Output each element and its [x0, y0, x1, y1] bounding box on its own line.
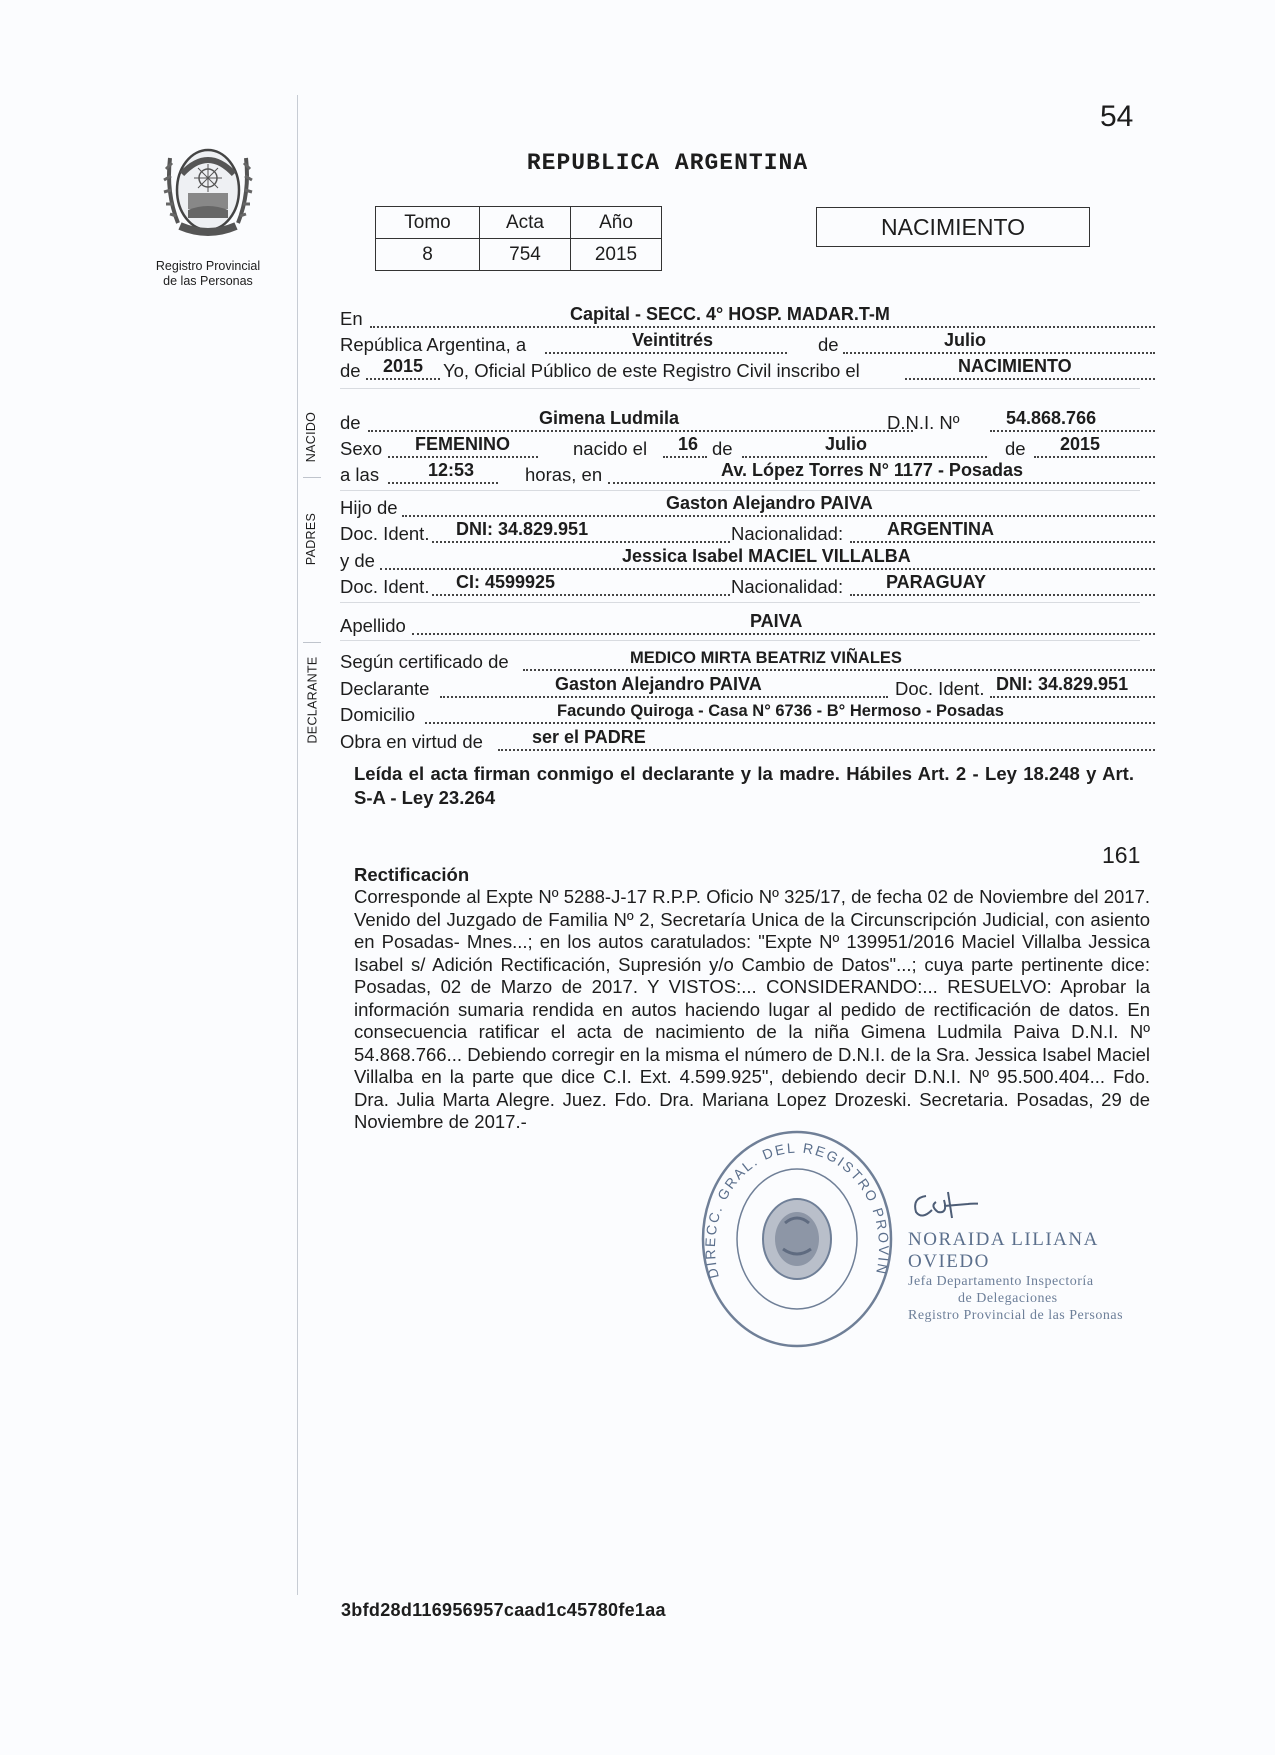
dotted-line: [850, 541, 1155, 543]
side-label-padres: PADRES: [304, 512, 319, 566]
label-apellido: Apellido: [340, 615, 406, 636]
value-certificate: MEDICO MIRTA BEATRIZ VIÑALES: [630, 649, 902, 667]
row-mother: [340, 546, 1140, 572]
logo-caption-line2: de las Personas: [163, 274, 253, 288]
label-nacionalidad: Nacionalidad:: [731, 523, 844, 544]
value-anio: 2015: [571, 239, 662, 271]
label-republica: República Argentina, a: [340, 334, 527, 355]
record-table: [375, 206, 662, 271]
row-child: [340, 408, 1140, 434]
value-child-name: Gimena Ludmila: [539, 408, 680, 428]
value-month: Julio: [944, 330, 987, 350]
value-acta: 754: [480, 239, 571, 271]
signature-block: [908, 1188, 1148, 1324]
dotted-line: [990, 430, 1155, 432]
label-doc-ident: Doc. Ident.: [340, 576, 430, 597]
label-domicilio: Domicilio: [340, 704, 416, 725]
separator: [340, 490, 1140, 491]
dotted-line: [370, 326, 1155, 328]
dotted-line: [742, 456, 987, 458]
dotted-line: [545, 352, 787, 354]
dotted-line: [366, 378, 440, 380]
row-place: [340, 304, 1140, 330]
row-certificate: [340, 647, 1140, 673]
dotted-line: [388, 482, 498, 484]
label-hijo-de: Hijo de: [340, 497, 398, 518]
row-date: [340, 330, 1140, 356]
label-en: En: [340, 308, 363, 329]
value-declarant-doc: DNI: 34.829.951: [996, 674, 1129, 694]
dotted-line: [843, 352, 1155, 354]
signer-role-1: Jefa Departamento Inspectoría: [908, 1274, 1094, 1289]
dotted-line: [368, 430, 913, 432]
label-horas-en: horas, en: [525, 464, 603, 485]
header-tomo: Tomo: [376, 207, 480, 239]
separator: [340, 602, 1140, 603]
side-separator: [303, 642, 321, 643]
document-hash: 3bfd28d116956957caad1c45780fe1aa: [341, 1600, 666, 1620]
official-stamp: [697, 1127, 897, 1352]
dotted-line: [402, 515, 1155, 517]
label-de: de: [340, 412, 361, 433]
value-father-nat: ARGENTINA: [887, 519, 994, 539]
page-number: 54: [1100, 100, 1134, 133]
row-declarant: [340, 674, 1140, 700]
value-declarant: Gaston Alejandro PAIVA: [555, 674, 762, 694]
label-de: de: [340, 360, 361, 381]
dotted-line: [380, 568, 1155, 570]
logo-caption-line1: Registro Provincial: [155, 259, 261, 273]
row-time-place: [340, 460, 1140, 486]
value-mother-doc: CI: 4599925: [456, 572, 556, 592]
value-address: Facundo Quiroga - Casa N° 6736 - B° Hermoso - Posadas: [557, 702, 1004, 720]
dotted-line: [523, 669, 1155, 671]
row-inscription: [340, 356, 1140, 382]
dotted-line: [432, 594, 730, 596]
record-kind: NACIMIENTO: [816, 207, 1090, 247]
row-father: [340, 493, 1140, 519]
label-nacido-el: nacido el: [573, 438, 648, 459]
value-time: 12:53: [428, 460, 475, 480]
value-birth-year: 2015: [1060, 434, 1101, 454]
value-tomo: 8: [376, 239, 480, 271]
side-label-declarante: DECLARANTE: [305, 656, 320, 744]
label-nacionalidad: Nacionalidad:: [731, 576, 844, 597]
value-birth-place: Av. López Torres N° 1177 - Posadas: [721, 460, 1023, 480]
stamp-text: DIRECC. GRAL. DEL REGISTRO PROVIN: [701, 1139, 893, 1281]
label-yo: Yo, Oficial Público de este Registro Civil inscribo el: [443, 360, 860, 381]
label-declarante: Declarante: [340, 678, 430, 699]
value-birth-day: 16: [678, 434, 699, 454]
signature-scribble-icon: [908, 1188, 978, 1224]
country-title: REPUBLICA ARGENTINA: [526, 150, 809, 176]
label-segun: Según certificado de: [340, 651, 509, 672]
signer-role-2: de Delegaciones: [958, 1291, 1058, 1306]
dotted-line: [412, 633, 1155, 635]
value-birth-month: Julio: [825, 434, 868, 454]
dotted-line: [440, 696, 888, 698]
dotted-line: [905, 378, 1155, 380]
separator: [340, 388, 1140, 389]
label-de: de: [818, 334, 839, 355]
row-mother-doc: [340, 572, 1140, 598]
dotted-line: [990, 696, 1155, 698]
rectification-title: Rectificación: [354, 864, 470, 885]
row-surname: [340, 611, 1140, 637]
value-mother-nat: PARAGUAY: [886, 572, 987, 592]
margin-line: [297, 95, 298, 1595]
side-label-nacido: NACIDO: [304, 411, 319, 463]
dotted-line: [1034, 456, 1155, 458]
value-father-doc: DNI: 34.829.951: [456, 519, 589, 539]
value-surname: PAIVA: [750, 611, 803, 631]
label-dni: D.N.I. Nº: [887, 412, 960, 433]
dotted-line: [432, 541, 730, 543]
dotted-line: [850, 594, 1155, 596]
label-y-de: y de: [340, 550, 375, 571]
closing-note: Leída el acta firman conmigo el declarante y la madre. Hábiles Art. 2 - Ley 18.248 y Art. S-A - Ley 23.264: [354, 763, 1134, 808]
signer-name: NORAIDA LILIANA OVIEDO: [908, 1229, 1098, 1272]
value-capacity: ser el PADRE: [532, 727, 646, 747]
dotted-line: [498, 749, 1155, 751]
annotation-number: 161: [1102, 842, 1141, 868]
value-place: Capital - SECC. 4° HOSP. MADAR.T-M: [570, 304, 890, 324]
label-sexo: Sexo: [340, 438, 383, 459]
value-year: 2015: [383, 356, 424, 376]
value-sex: FEMENINO: [415, 434, 511, 454]
value-child-dni: 54.868.766: [1006, 408, 1097, 428]
label-doc-ident: Doc. Ident.: [340, 523, 430, 544]
label-obra: Obra en virtud de: [340, 731, 483, 752]
signer-org: Registro Provincial de las Personas: [908, 1308, 1124, 1323]
row-capacity: [340, 727, 1140, 753]
header-acta: Acta: [480, 207, 571, 239]
stamp-seal-icon: [697, 1127, 897, 1352]
dotted-line: [608, 482, 1155, 484]
rectification-body: Corresponde al Expte Nº 5288-J-17 R.P.P. Oficio Nº 325/17, de fecha 02 de Noviembre del 2017. Venido del Juzgado de Familia Nº 2, Secretaría Unica de la Circunscripción Judicial, con asiento en Posadas- Mnes...; en los autos caratulados: "Expte Nº 139951/2016 Maciel Villalba Jessica Isabel s/ Adición Rectificación, Supresión y/o Cambio de Datos"...; cuya parte pertinente dice: Posadas, 02 de Marzo de 2017. Y VISTOS:... CONSIDERANDO:... RESUELVO: Aprobar la información sumaria rendida en autos haciendo lugar al pedido de rectificación de datos. En consecuencia ratificar el acta de nacimiento de la niña Gimena Ludmila Paiva D.N.I. Nº 54.868.766... Debiendo corregir en la misma el número de D.N.I. de la Sra. Jessica Isabel Maciel Villalba en la parte que dice C.I. Ext. 4.599.925", debiendo decir D.N.I. Nº 95.500.404... Fdo. Dra. Julia Marta Alegre. Juez. Fdo. Dra. Mariana Lopez Drozeski. Secretaria. Posadas, 29 de Noviembre de 2017.-: [354, 886, 1150, 1132]
value-day-words: Veintitrés: [632, 330, 714, 350]
side-separator: [303, 477, 321, 478]
row-address: [340, 700, 1140, 726]
separator: [340, 640, 1140, 641]
label-doc-ident: Doc. Ident.: [895, 678, 985, 699]
dotted-line: [388, 456, 538, 458]
label-a-las: a las: [340, 464, 380, 485]
dotted-line: [425, 722, 1155, 724]
label-de: de: [712, 438, 733, 459]
dotted-line: [663, 456, 707, 458]
value-mother: Jessica Isabel MACIEL VILLALBA: [622, 546, 911, 566]
row-father-doc: [340, 519, 1140, 545]
row-sex-birth: [340, 434, 1140, 460]
label-de: de: [1005, 438, 1026, 459]
value-father: Gaston Alejandro PAIVA: [666, 493, 873, 513]
header-anio: Año: [571, 207, 662, 239]
value-inscribe: NACIMIENTO: [958, 356, 1072, 376]
